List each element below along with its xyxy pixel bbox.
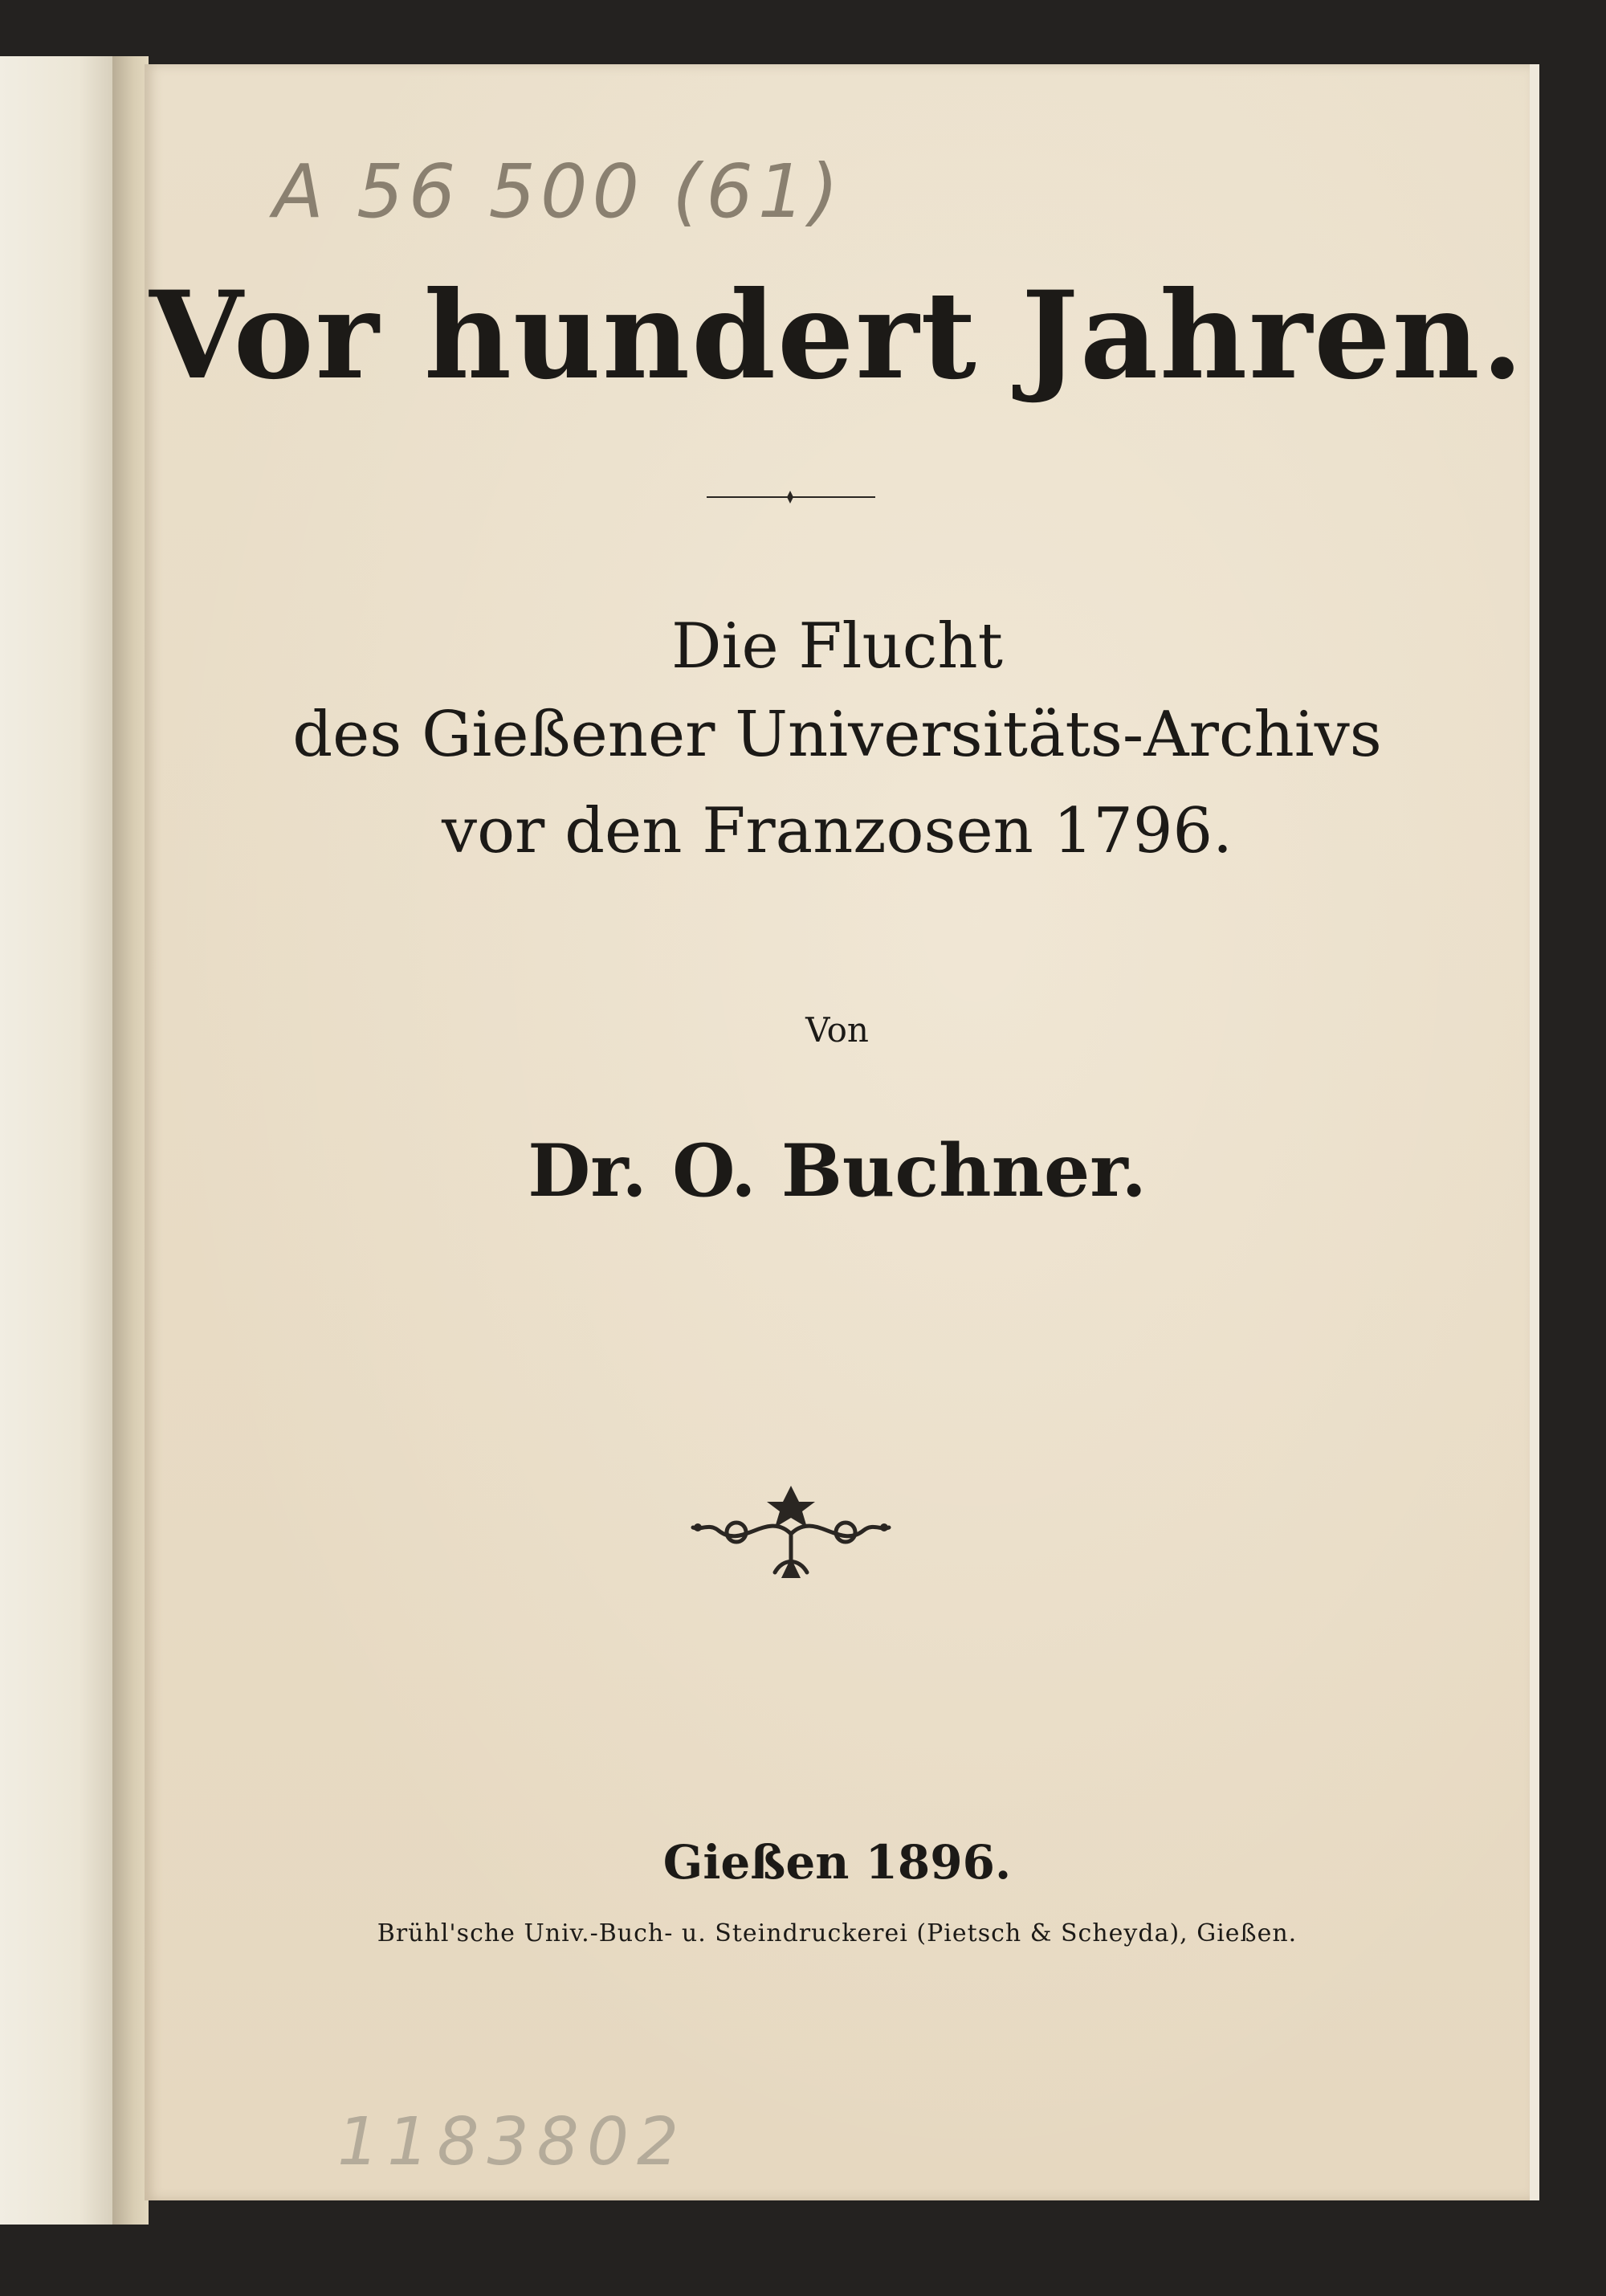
subtitle-line-1: Die Flucht [671,610,1003,683]
page-title: Vor hundert Jahren. [149,265,1525,406]
shelfmark-annotation: A 56 500 (61) [273,149,844,234]
inventory-number-annotation: 1183802 [337,2104,687,2180]
imprint-place-year: Gießen 1896. [662,1835,1012,1890]
book-gutter [112,56,149,2225]
subtitle-line-3: vor den Franzosen 1796. [442,795,1233,867]
subtitle-line-2: des Gießener Universitäts-Archivs [292,699,1382,771]
fleuron-rule-icon [783,490,797,504]
facing-page [0,56,114,2225]
imprint-printer: Brühl'sche Univ.-Buch- u. Steindruckerei (Pietsch & Scheyda), Gießen. [377,1919,1298,1947]
author-name: Dr. O. Buchner. [528,1128,1147,1213]
by-label: Von [805,1010,869,1050]
floral-vignette-icon [687,1478,895,1582]
page-edge [1530,64,1539,2200]
